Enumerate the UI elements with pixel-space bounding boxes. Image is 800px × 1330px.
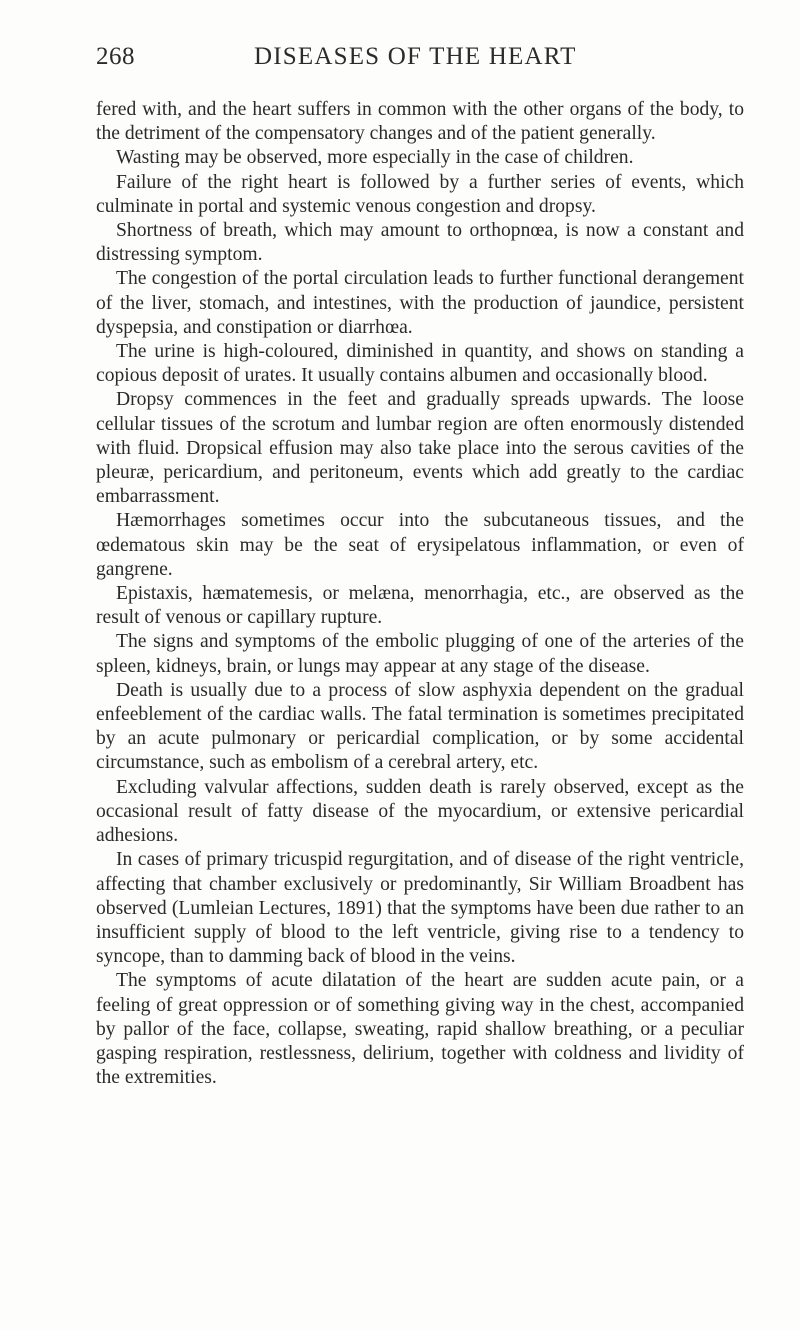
paragraph-right-heart-failure: Failure of the right heart is followed by a further series of events, which culminate in portal and systemic venous congestion and dropsy. bbox=[96, 171, 744, 217]
paragraph-acute-dilatation: The symptoms of acute dilatation of the heart are sudden acute pain, or a feeling of great oppression or of something giving way in the chest, accompanied by pallor of the face, collapse, sweating, rapid shallow breathing, or a peculiar gasping respiration, restlessness, delirium, together with coldness and lividity of the extremities. bbox=[96, 970, 744, 1089]
paragraph-embolic-plugging: The signs and symptoms of the embolic plugging of one of the arteries of the spleen, kidneys, brain, or lungs may appear at any stage of the disease. bbox=[96, 631, 744, 677]
paragraph-shortness-of-breath: Shortness of breath, which may amount to orthopnœa, is now a constant and distressing symptom. bbox=[96, 220, 744, 266]
paragraph-wasting: Wasting may be observed, more especially in the case of children. bbox=[116, 147, 634, 169]
body-text bbox=[96, 98, 744, 1090]
page-header bbox=[96, 43, 744, 79]
page-number: 268 bbox=[96, 43, 135, 70]
running-head: DISEASES OF THE HEART bbox=[254, 43, 577, 70]
paragraph-tricuspid: In cases of primary tricuspid regurgitation, and of disease of the right ventricle, affecting that chamber exclusively or predominantly, Sir William Broadbent has observed (Lumleian Lectures, 1891) that the symptoms have been due rather to an insufficient supply of blood to the left ventricle, giving rise to a tendency to syncope, than to damming back of blood in the veins. bbox=[96, 849, 744, 968]
paragraph-urine: The urine is high-coloured, diminished in quantity, and shows on standing a copious deposit of urates. It usually contains albumen and occasionally blood. bbox=[96, 341, 744, 387]
paragraph-portal-congestion: The congestion of the portal circulation leads to further functional derangement of the liver, stomach, and intestines, with the production of jaundice, persistent dyspepsia, and constipation or diarrhœa. bbox=[96, 268, 744, 338]
paragraph-continued: fered with, and the heart suffers in common with the other organs of the body, to the detriment of the compensatory changes and of the patient generally. bbox=[96, 99, 744, 145]
paragraph-haemorrhages: Hæmorrhages sometimes occur into the subcutaneous tissues, and the œdematous skin may be the seat of erysipelatous inflammation, or even of gangrene. bbox=[96, 510, 744, 580]
paragraph-epistaxis: Epistaxis, hæmatemesis, or melæna, menorrhagia, etc., are observed as the result of venous or capillary rupture. bbox=[96, 583, 744, 629]
paragraph-dropsy: Dropsy commences in the feet and gradually spreads upwards. The loose cellular tissues of the scrotum and lumbar region are often enormously distended with fluid. Dropsical effusion may also take place into the serous cavities of the pleuræ, pericardium, and peritoneum, events which add greatly to the cardiac embarrassment. bbox=[96, 389, 744, 508]
paragraph-death: Death is usually due to a process of slow asphyxia dependent on the gradual enfeeblement of the cardiac walls. The fatal termination is sometimes precipitated by an acute pulmonary or pericardial complication, or by some accidental circumstance, such as embolism of a cerebral artery, etc. bbox=[96, 679, 744, 774]
paragraph-sudden-death: Excluding valvular affections, sudden death is rarely observed, except as the occasional result of fatty disease of the myocardium, or extensive pericardial adhesions. bbox=[96, 776, 744, 847]
